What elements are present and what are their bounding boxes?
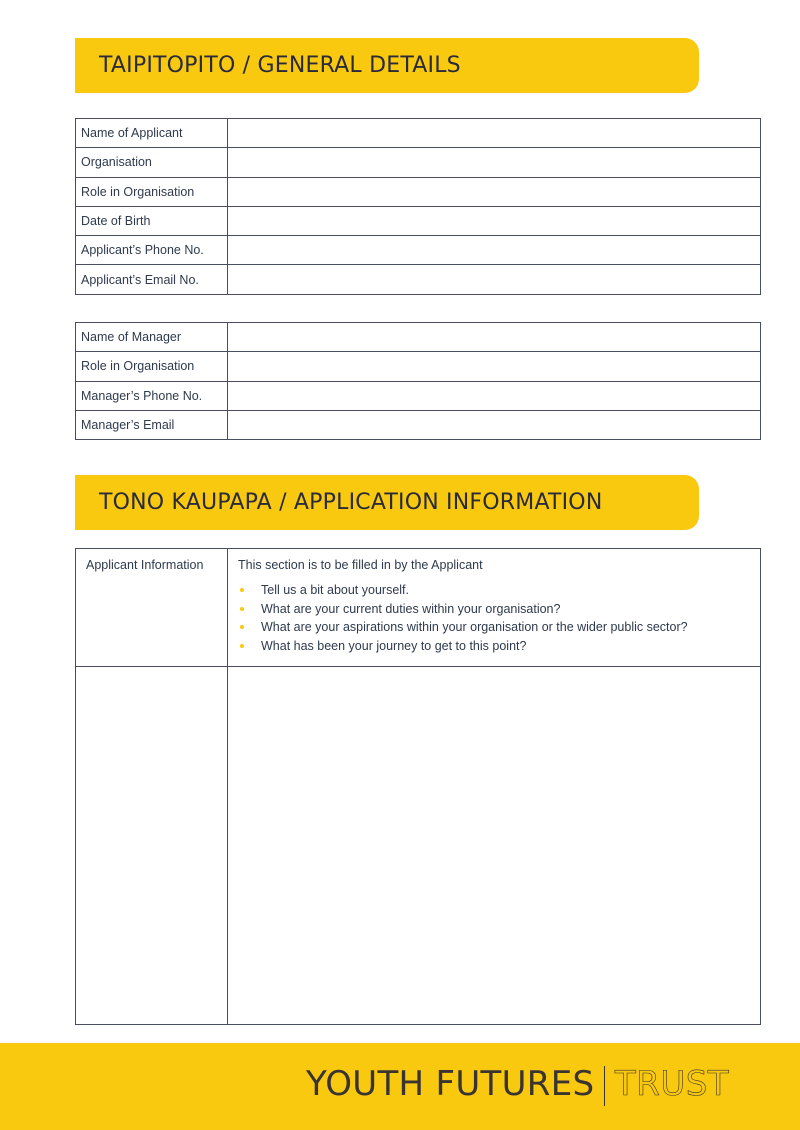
- bullet-icon: [240, 644, 244, 648]
- general-details-heading: TAIPITOPITO / GENERAL DETAILS: [99, 53, 461, 78]
- applicant-name-field[interactable]: [228, 119, 761, 148]
- instructions-cell: [228, 549, 761, 667]
- manager-phone-field[interactable]: [228, 381, 761, 410]
- bullet-icon: [240, 625, 244, 629]
- brand-logo-sub: TRUST: [615, 1064, 730, 1104]
- organisation-field[interactable]: [228, 148, 761, 177]
- brand-divider: [604, 1066, 605, 1106]
- applicant-email-field[interactable]: [228, 265, 761, 294]
- question-list: [238, 581, 750, 655]
- general-details-banner: [75, 38, 699, 93]
- table-row: [76, 667, 761, 1025]
- table-row: [76, 410, 761, 439]
- field-label: Organisation: [76, 148, 228, 177]
- application-information-heading: TONO KAUPAPA / APPLICATION INFORMATION: [99, 490, 603, 515]
- field-label: Role in Organisation: [76, 352, 228, 381]
- table-row: [76, 148, 761, 177]
- manager-email-field[interactable]: [228, 410, 761, 439]
- applicant-answer-area[interactable]: [228, 667, 761, 1025]
- field-label: Role in Organisation: [76, 177, 228, 206]
- table-row: [76, 177, 761, 206]
- applicant-information-label: Applicant Information: [76, 549, 228, 667]
- field-label: Name of Applicant: [76, 119, 228, 148]
- applicant-details-table: [75, 118, 761, 295]
- manager-details-table: [75, 322, 761, 440]
- table-row: [76, 323, 761, 352]
- field-label: Date of Birth: [76, 206, 228, 235]
- application-information-banner: [75, 475, 699, 530]
- list-item: What are your current duties within your organisation?: [238, 600, 750, 619]
- date-of-birth-field[interactable]: [228, 206, 761, 235]
- table-row: [76, 265, 761, 294]
- applicant-role-field[interactable]: [228, 177, 761, 206]
- bullet-icon: [240, 588, 244, 592]
- field-label: Manager’s Phone No.: [76, 381, 228, 410]
- list-item: Tell us a bit about yourself.: [238, 581, 750, 600]
- field-label: Applicant’s Phone No.: [76, 236, 228, 265]
- bullet-icon: [240, 607, 244, 611]
- applicant-phone-field[interactable]: [228, 236, 761, 265]
- field-label: Manager’s Email: [76, 410, 228, 439]
- application-information-table: [75, 548, 761, 1025]
- table-row: [76, 119, 761, 148]
- brand-logo-main: YOUTH FUTURES: [306, 1064, 595, 1104]
- instruction-text: This section is to be filled in by the Applicant: [238, 558, 483, 572]
- table-row: [76, 206, 761, 235]
- empty-label-cell: [76, 667, 228, 1025]
- table-row: [76, 381, 761, 410]
- table-row: [76, 236, 761, 265]
- manager-name-field[interactable]: [228, 323, 761, 352]
- table-row: [76, 549, 761, 667]
- list-item: What has been your journey to get to this point?: [238, 637, 750, 656]
- field-label: Name of Manager: [76, 323, 228, 352]
- table-row: [76, 352, 761, 381]
- manager-role-field[interactable]: [228, 352, 761, 381]
- list-item: What are your aspirations within your organisation or the wider public sector?: [238, 618, 750, 637]
- field-label: Applicant’s Email No.: [76, 265, 228, 294]
